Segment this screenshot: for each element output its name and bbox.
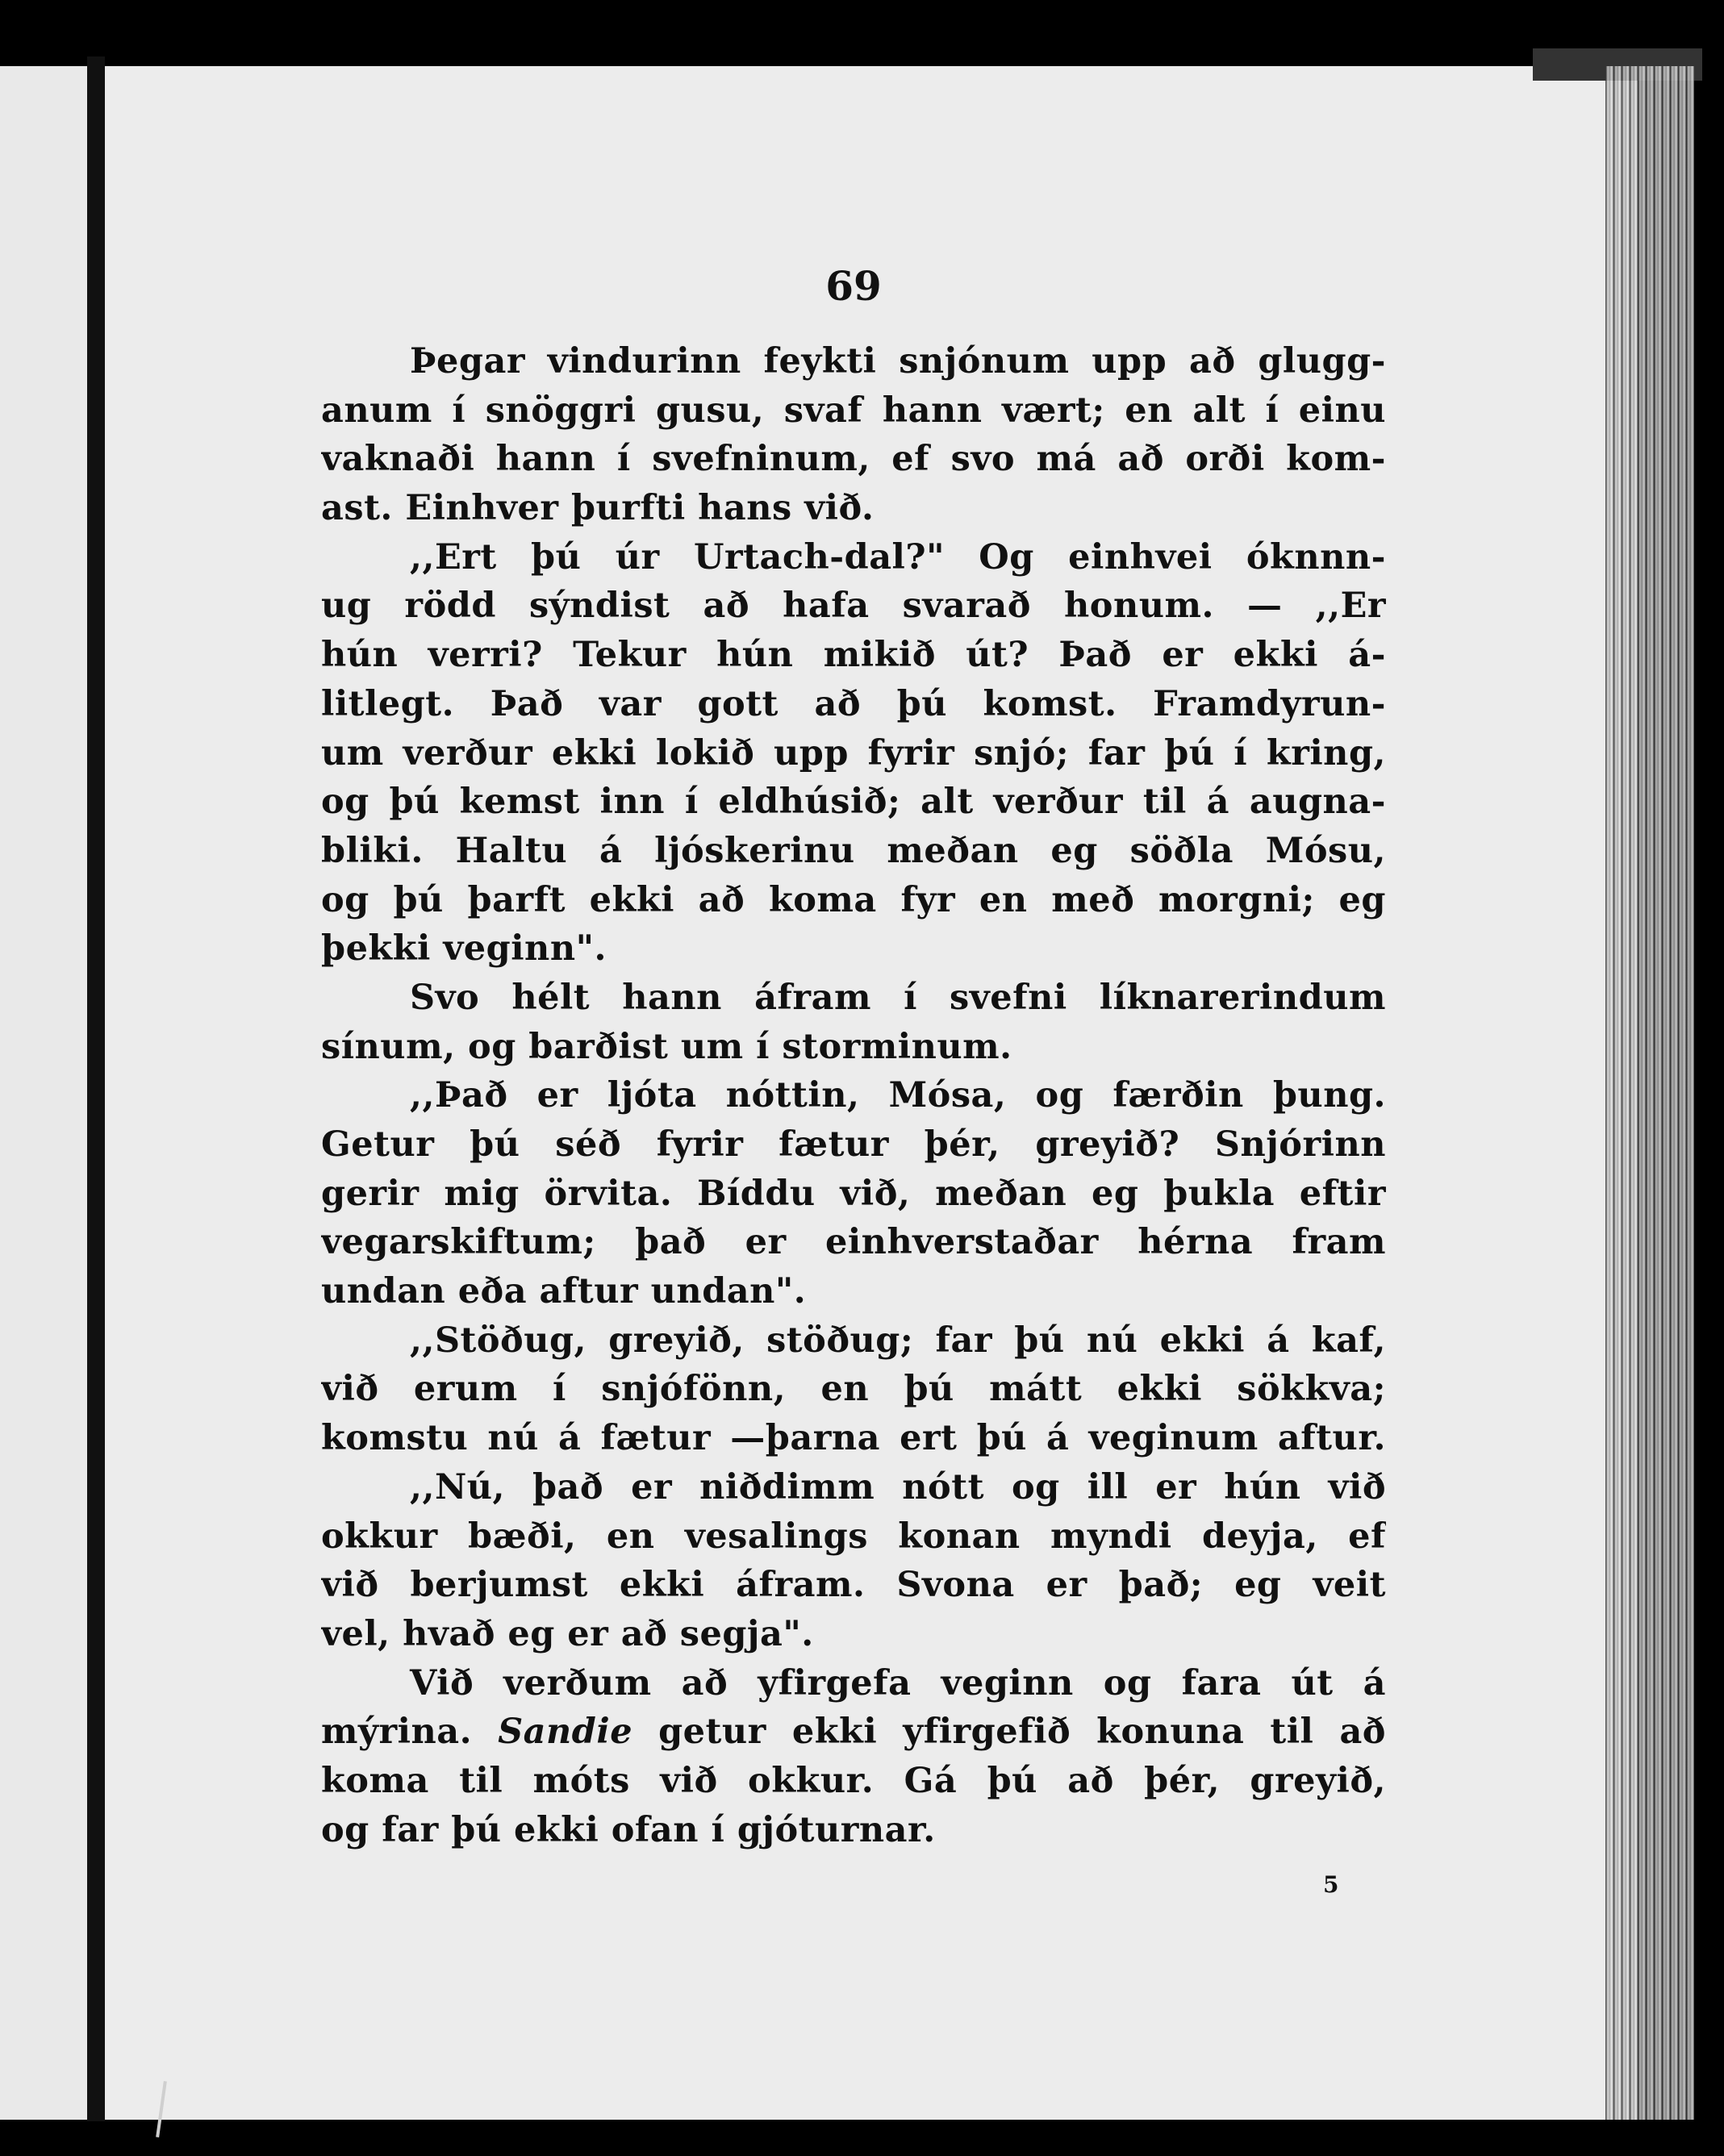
text-line: sínum, og barðist um í storminum. (321, 1026, 1012, 1067)
text-line: anum í snöggri gusu, svaf hann vært; en alt í einu (321, 390, 1386, 431)
text-line: bliki. Haltu á ljóskerinu meðan eg söðla Mósu, (321, 830, 1386, 871)
text-line: komstu nú á fætur —þarna ert þú á veginum aftur. (321, 1418, 1386, 1459)
text-line: ,,Ert þú úr Urtach-dal?" Og einhvei óknnn- (410, 536, 1386, 578)
text-line: ,,Það er ljóta nóttin, Mósa, og færðin þung. (410, 1075, 1386, 1116)
page-number: 69 (825, 262, 882, 310)
text-line: Svo hélt hann áfram í svefni líknarerindum (410, 977, 1386, 1018)
text-line: Við verðum að yfirgefa veginn og fara út á (410, 1662, 1386, 1704)
left-page-margin (0, 66, 87, 2120)
text-line: ug rödd sýndist að hafa svarað honum. — ,,Er (321, 586, 1386, 627)
text-line: okkur bæði, en vesalings konan myndi deyja, ef (321, 1516, 1386, 1557)
text-line: og far þú ekki ofan í gjóturnar. (321, 1809, 936, 1850)
body-text (321, 337, 1386, 1854)
text-line: og þú kemst inn í eldhúsið; alt verður til á augna- (321, 782, 1386, 823)
text-line: vaknaði hann í svefninum, ef svo má að orði kom- (321, 439, 1386, 480)
text-line: vel, hvað eg er að segja". (321, 1613, 814, 1654)
text-line: ast. Einhver þurfti hans við. (321, 488, 875, 529)
text-line: vegarskiftum; það er einhverstaðar hérna fram (321, 1222, 1386, 1263)
text-line: og þú þarft ekki að koma fyr en með morgni; eg (321, 879, 1386, 920)
text-line: Þegar vindurinn feykti snjónum upp að glugg- (410, 341, 1386, 382)
text-line: mýrina. Sandie getur ekki yfirgefið konuna til að (321, 1712, 1386, 1753)
text-line: við erum í snjófönn, en þú mátt ekki sökkva; (321, 1369, 1386, 1410)
text-line: gerir mig örvita. Bíddu við, meðan eg þukla eftir (321, 1173, 1386, 1214)
page-edges (1605, 66, 1694, 2120)
book-gutter (87, 56, 105, 2121)
text-line: litlegt. Það var gott að þú komst. Framdyrun- (321, 683, 1386, 724)
text-line: þekki veginn". (321, 928, 607, 970)
text-line: koma til móts við okkur. Gá þú að þér, greyið, (321, 1760, 1386, 1801)
text-line: ,,Nú, það er niðdimm nótt og ill er hún við (410, 1466, 1386, 1508)
text-line: um verður ekki lokið upp fyrir snjó; far þú í kring, (321, 732, 1386, 774)
text-line: Getur þú séð fyrir fætur þér, greyið? Snjórinn (321, 1124, 1386, 1165)
text-line: undan eða aftur undan". (321, 1271, 807, 1312)
signature-mark: 5 (1323, 1871, 1339, 1898)
text-line: hún verri? Tekur hún mikið út? Það er ekki á- (321, 635, 1386, 676)
text-line: við berjumst ekki áfram. Svona er það; eg veit (321, 1565, 1386, 1606)
text-line: ,,Stöðug, greyið, stöðug; far þú nú ekki á kaf, (410, 1320, 1386, 1361)
